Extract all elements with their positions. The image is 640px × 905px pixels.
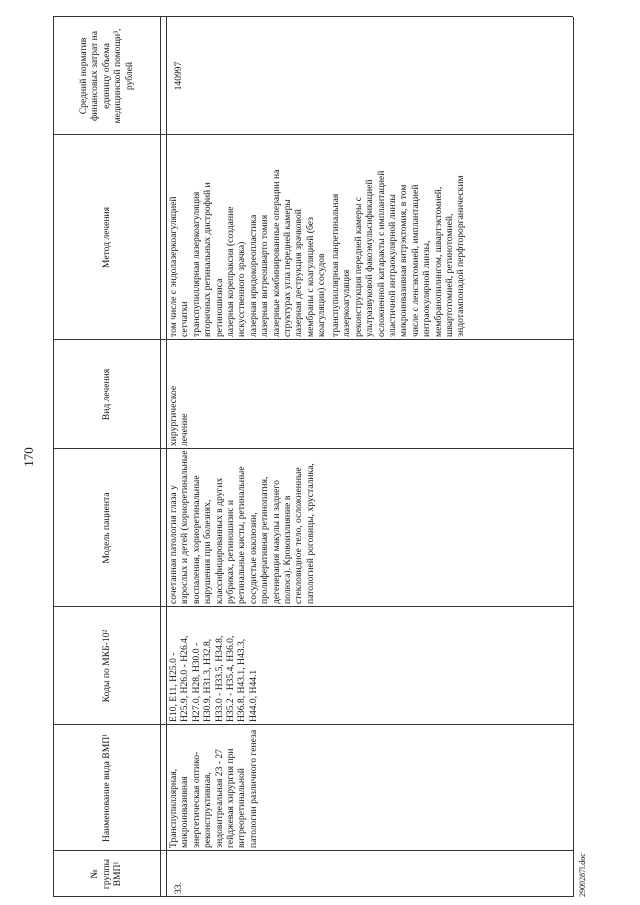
rotated-page xyxy=(13,17,588,897)
header-avg-cost: Средний норматив финансовых затрат на единицу объема медицинской помощи³, рублей xyxy=(77,28,135,124)
page-number: 170 xyxy=(21,447,36,467)
header-icd-codes: Коды по МКБ-10² xyxy=(100,629,112,703)
row-avg-cost: 140997 xyxy=(173,61,184,91)
row-treatment-type: хирургическое лечение xyxy=(168,385,191,446)
header-patient-model: Модель пациента xyxy=(100,492,112,564)
header-treatment-type: Вид лечения xyxy=(100,368,112,421)
row-vmp-name: Транспупиллярная, микроинвазивная энергетическая оптико- реконструктивная, эндовитреальная 23 - 27 гейджевая хирургия при витреоретинальной патологии различного генеза xyxy=(168,729,259,848)
header-treatment-method: Метод лечения xyxy=(100,206,112,269)
row-group-no: 33. xyxy=(173,882,184,894)
row-method-continued: том числе с эндолазеркоагуляцией сетчатки транспупиллярная лазеркоагуляция вторичных ретинальных дистрофий и ретиношизиса лазерная корепраксия (создание искусственного зрачка) лазерная иридокореопластика лазерная витреошварто томия лазерные комбинированные операции на структурах угла передней камеры лазерная деструкция зрачковой мембраны с коагуляцией (без коагуляции) сосудов xyxy=(168,169,328,337)
header-vmp-name: Наименование вида ВМП¹ xyxy=(100,733,112,843)
row-icd-codes: E10, E11, H25.0 - H25.9, H26.0 - H26.4, H27.0, H28, H30.0 - H30.9, H31.3, H32.8, H33.0 - H33.5, H34.8, H35.2 - H35.4, H36.0, H36.8, H43.1, H43.3, H44.0, H44.1 xyxy=(168,635,259,722)
header-group-no: № группы ВМП¹ xyxy=(89,858,124,890)
row-patient-model: сочетанная патология глаза у взрослых и детей (хориоретинальные воспаления, хориоретинальные нарушения при болезнях, классифицированных в других рубриках, ретиношизис и ретинальные кисты, ретинальные сосудистые окклюзии, пролиферативная ретинопатия, дегенерация макулы и заднего полюса). Кровоизлияние в стекловидное тело, осложненные патологией роговицы, хрусталика, xyxy=(168,450,316,604)
document-id: 2909287l.doc xyxy=(578,853,587,897)
row-method: транспупиллярная панретинальная лазеркоагуляция реконструкция передней камеры с ультразвуковой факоэмульсификацией осложненной катаракты с имплантацией эластичной интраокулярной линзы микроинвазивная витрэктомия, в том числе с ленсэктомией, имплантацией интраокулярной линзы, мембранопилингом, швартэктомией, швартотомией, ретинотомией, эндотампонадой перфторорганическим xyxy=(330,170,467,337)
